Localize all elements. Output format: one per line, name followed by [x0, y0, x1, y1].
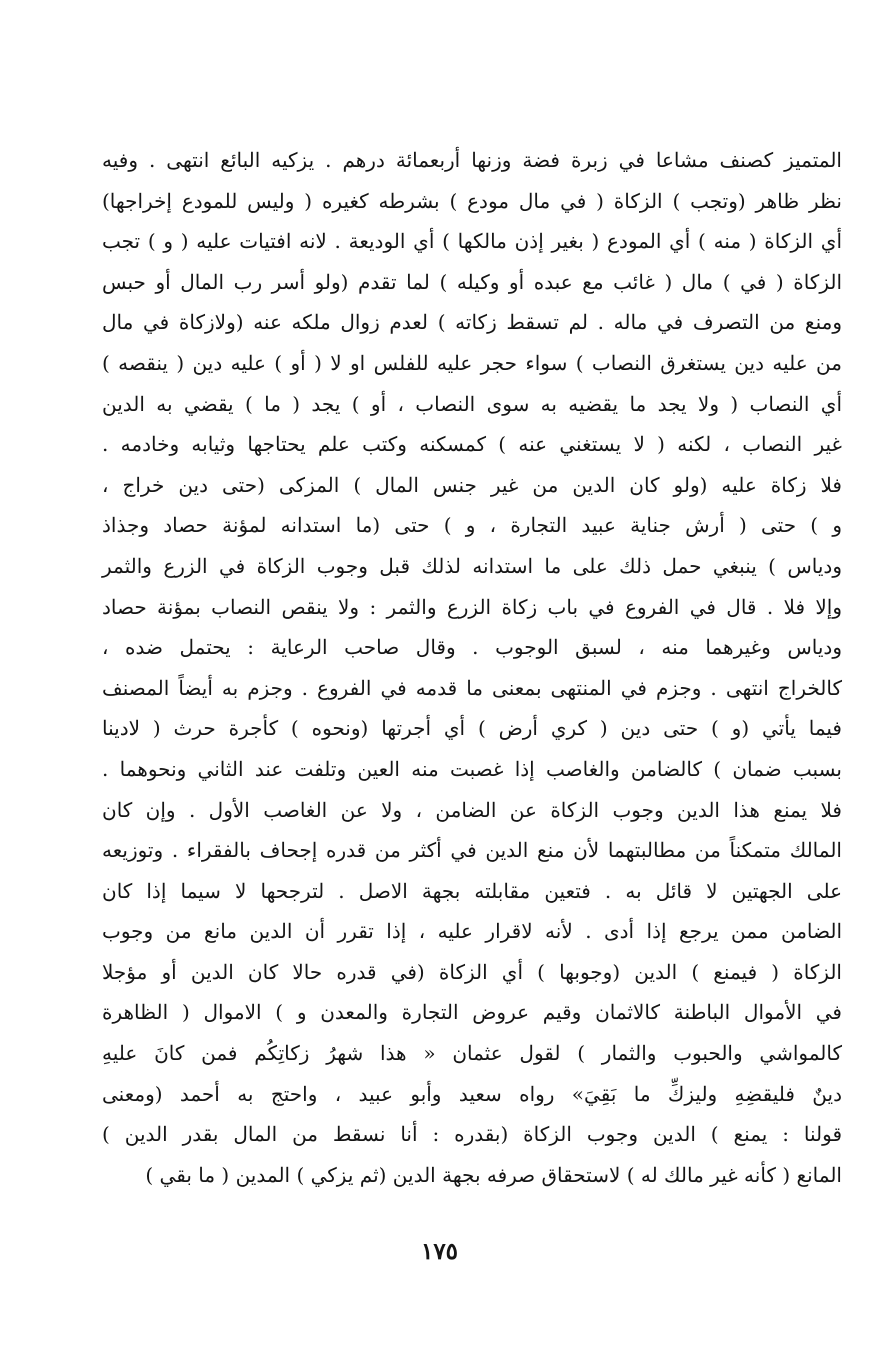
text-line: كالمواشي والحبوب والثمار ) لقول عثمان « هذا شهرُ زكاتِكُم فمن كانَ عليهِ [102, 1041, 842, 1066]
text-line: فلا يمنع هذا الدين وجوب الزكاة عن الضامن ، ولا عن الغاصب الأول . وإن كان [102, 797, 842, 822]
text-line: كالخراج انتهى . وجزم في المنتهى بمعنى ما قدمه في الفروع . وجزم به أيضاً المصنف [102, 675, 842, 700]
text-line: غير النصاب ، لكنه ( لا يستغني عنه ) كمسكنه وكتب علم يحتاجها وثيابه وخادمه . [102, 432, 842, 457]
text-line: و ) حتى ( أرش جناية عبيد التجارة ، و ) حتى (ما استدانه لمؤنة حصاد وجذاذ [102, 513, 842, 538]
text-line: فلا زكاة عليه (ولو كان الدين من غير جنس المال ) المزكى (حتى دين خراج ، [102, 472, 842, 497]
text-line: الزكاة ( فيمنع ) الدين (وجوبها ) أي الزكاة (في قدره حالا كان الدين أو مؤجلا [102, 959, 842, 984]
text-line: دينٌ فليقضِهِ وليزكِّ ما بَقِيَ» رواه سعيد وأبو عبيد ، واحتج به أحمد (ومعنى [102, 1081, 842, 1106]
text-line: ومنع من التصرف في ماله . لم تسقط زكاته ) لعدم زوال ملكه عنه (ولازكاة في مال [102, 310, 842, 335]
text-line: المالك متمكناً من مطالبتهما لأن منع الدين في أكثر من قدره إجحاف بالفقراء . وتوزيعه [102, 838, 842, 863]
body-text [102, 140, 842, 1195]
text-line: بسبب ضمان ) كالضامن والغاصب إذا غصبت منه العين وتلفت عند الثاني ونحوهما . [102, 756, 842, 781]
text-line: ودياس وغيرهما منه ، لسبق الوجوب . وقال صاحب الرعاية : يحتمل ضده ، [102, 635, 842, 660]
page-number: ١٧٥ [420, 1238, 459, 1265]
text-line: وإلا فلا . قال في الفروع في باب زكاة الزرع والثمر : ولا ينقص النصاب بمؤنة حصاد [102, 594, 842, 619]
text-line: على الجهتين لا قائل به . فتعين مقابلته بجهة الاصل . لترجحها لا سيما إذا كان [102, 878, 842, 903]
text-line: المتميز كصنف مشاعا في زبرة فضة وزنها أربعمائة درهم . يزكيه البائع انتهى . وفيه [102, 148, 842, 172]
text-line: فيما يأتي (و ) حتى دين ( كري أرض ) أي أجرتها (ونحوه ) كأجرة حرث ( لادينا [102, 716, 842, 741]
text-line: نظر ظاهر (وتجب ) الزكاة ( في مال مودع ) بشرطه كغيره ( وليس للمودع إخراجها) [102, 188, 842, 213]
text-line: من عليه دين يستغرق النصاب ) سواء حجر عليه للفلس او لا ( أو ) عليه دين ( ينقصه ) [102, 350, 842, 375]
text-line: أي الزكاة ( منه ) أي المودع ( بغير إذن مالكها ) أي الوديعة . لانه افتيات عليه ( و ) تجب [102, 229, 842, 254]
text-line: الضامن ممن يرجع إذا أدى . لأنه لاقرار عليه ، إذا تقرر أن الدين مانع من وجوب [102, 919, 842, 944]
text-line: ودياس ) ينبغي حمل ذلك على ما استدانه لذلك قبل وجوب الزكاة في الزرع والثمر [102, 553, 842, 578]
text-line: أي النصاب ( ولا يجد ما يقضيه به سوى النصاب ، أو ) يجد ( ما ) يقضي به الدين [102, 391, 842, 416]
text-line: قولنا : يمنع ) الدين وجوب الزكاة (بقدره : أنا نسقط من المال بقدر الدين ) [102, 1122, 842, 1147]
text-line: المانع ( كأنه غير مالك له ) لاستحقاق صرفه بجهة الدين (ثم يزكي ) المدين ( ما بقي ) [145, 1162, 842, 1187]
text-line: الزكاة ( في ) مال ( غائب مع عبده أو وكيله ) لما تقدم (ولو أسر رب المال أو حبس [102, 269, 842, 294]
text-line: في الأموال الباطنة كالاثمان وقيم عروض التجارة والمعدن و ) الاموال ( الظاهرة [102, 1000, 842, 1025]
